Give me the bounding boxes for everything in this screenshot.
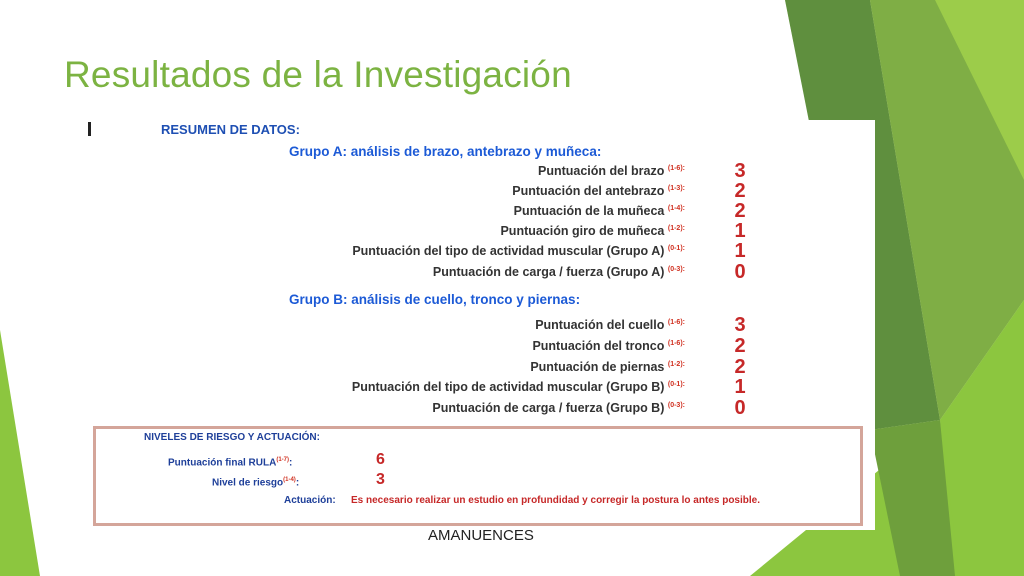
group-b-value: 2 (734, 356, 746, 378)
slide-title: Resultados de la Investigación (64, 54, 572, 95)
group-a-value: 2 (734, 180, 746, 202)
group-b-value: 1 (734, 376, 746, 398)
group-b-title: Grupo B: análisis de cuello, tronco y piernas: (289, 292, 581, 307)
group-a-row: Puntuación del brazo $^{(1-6):}$ (537, 164, 685, 178)
group-a-row: Puntuación giro de muñeca $^{(1-2):}$ (500, 224, 685, 238)
group-b-row: Puntuación del cuello $^{(1-6):}$ (535, 318, 685, 332)
group-a-value: 1 (734, 220, 746, 242)
group-a-value: 0 (734, 261, 746, 283)
bullet-marker (88, 122, 91, 136)
group-b-row: Puntuación del tipo de actividad muscular (Grupo B) $^{(0-1):}$ (351, 380, 685, 394)
group-a-value: 1 (734, 240, 746, 262)
risk-levels-box (93, 426, 863, 526)
risk-heading: NIVELES DE RIESGO Y ACTUACIÓN: (144, 432, 320, 443)
group-b-value: 2 (734, 335, 746, 357)
group-a-title: Grupo A: análisis de brazo, antebrazo y muñeca: (289, 144, 602, 159)
group-a-row: Puntuación de carga / fuerza (Grupo A) $^{(0-3):}$ (432, 265, 685, 279)
group-a-row: Puntuación del tipo de actividad muscular (Grupo A) $^{(0-1):}$ (352, 244, 685, 258)
group-a-value: 3 (734, 160, 746, 182)
group-b-value: 0 (734, 397, 746, 419)
group-b-row: Puntuación del tronco $^{(1-6):}$ (532, 339, 685, 353)
group-a-value: 2 (734, 200, 746, 222)
risk-level-label: Nivel de riesgo$^{(1-4)}$: (212, 477, 300, 489)
final-rula-value: 6 (376, 451, 385, 468)
slide-footer: AMANUENCES (428, 527, 534, 544)
group-a-row: Puntuación del antebrazo $^{(1-3):}$ (512, 184, 685, 198)
group-b-row: Puntuación de carga / fuerza (Grupo B) $^{(0-3):}$ (432, 401, 685, 415)
group-b-value: 3 (734, 314, 746, 336)
action-label: Actuación: (284, 495, 336, 506)
group-b-row: Puntuación de piernas $^{(1-2):}$ (530, 360, 685, 374)
action-text: Es necesario realizar un estudio en profundidad y corregir la postura lo antes posible. (351, 495, 760, 506)
group-a-row: Puntuación de la muñeca $^{(1-4):}$ (513, 204, 685, 218)
data-summary-panel (93, 120, 875, 530)
summary-heading: RESUMEN DE DATOS: (161, 122, 300, 137)
final-rula-label: Puntuación final RULA$^{(1-7)}$: (168, 457, 293, 469)
risk-level-value: 3 (376, 471, 385, 488)
